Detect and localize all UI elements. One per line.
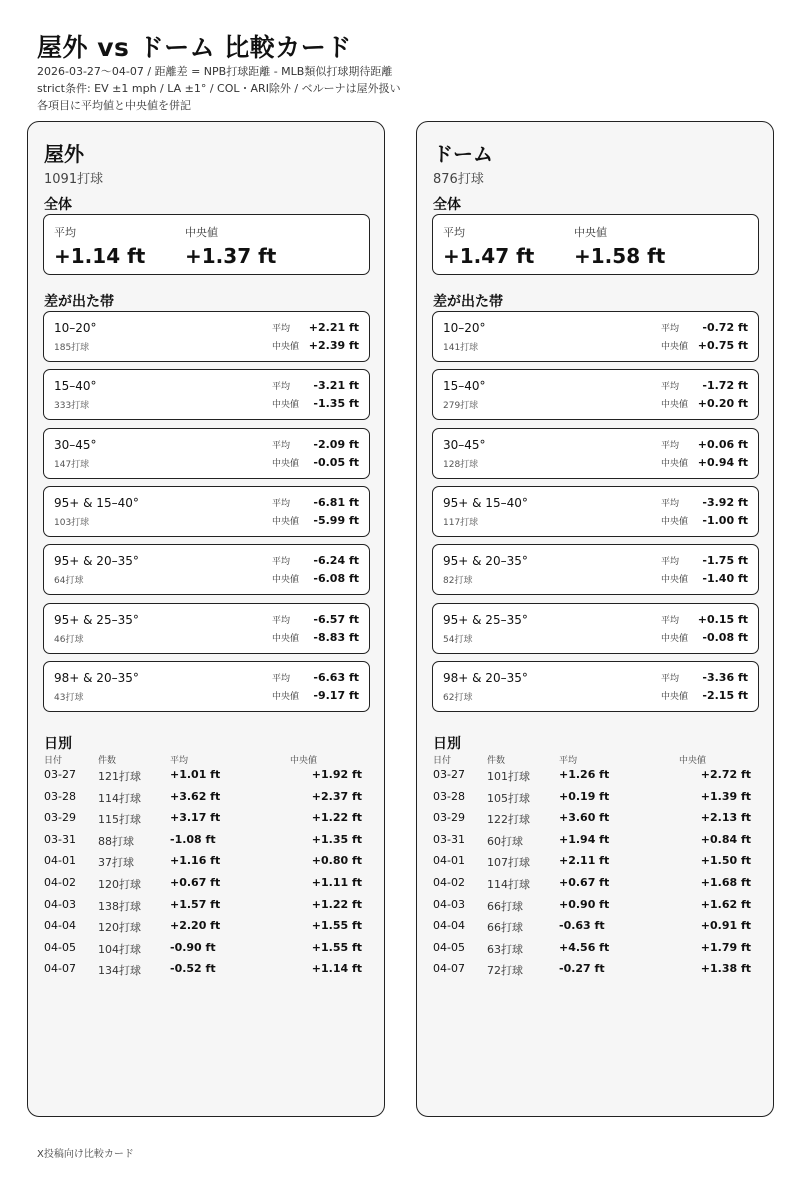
table-row	[44, 898, 362, 918]
band-mean-value: -3.21 ft	[313, 379, 359, 393]
row-median: +1.92 ft	[311, 768, 362, 781]
band-mean-value: -3.92 ft	[702, 495, 748, 509]
row-median: +0.84 ft	[700, 832, 751, 846]
row-mean: +1.26 ft	[559, 768, 610, 781]
band-count: 185打球	[54, 343, 90, 353]
overall-mean	[54, 224, 145, 268]
row-date: 04-03	[44, 897, 76, 911]
table-row	[433, 941, 751, 961]
band-count: 117打球	[443, 517, 479, 528]
band-median-label: 中央値	[272, 633, 300, 644]
band-card	[43, 311, 370, 362]
row-mean: +1.16 ft	[170, 854, 221, 868]
band-median-value: +0.75 ft	[697, 339, 748, 352]
section-daily-heading: 日別	[44, 736, 72, 752]
band-mean-value: -1.75 ft	[702, 554, 748, 568]
band-count: 103打球	[54, 517, 90, 528]
band-card	[43, 544, 370, 595]
band-count: 54打球	[443, 634, 473, 645]
row-median: +1.55 ft	[311, 919, 362, 933]
band-median-label: 中央値	[272, 342, 300, 352]
table-row	[44, 854, 362, 874]
band-name: 98+ & 20–35°	[443, 670, 528, 685]
col-count-header: 件数	[487, 756, 506, 766]
row-median: +1.50 ft	[700, 854, 751, 868]
band-name: 10–20°	[54, 321, 97, 335]
band-card	[43, 603, 370, 654]
section-bands-heading: 差が出た帯	[433, 294, 503, 310]
row-median: +1.55 ft	[311, 940, 362, 954]
subtitle-conditions: strict条件: EV ±1 mph / LA ±1° / COL・ARI除外 / ベルーナは屋外扱い	[37, 82, 401, 95]
band-name: 95+ & 15–40°	[443, 495, 528, 510]
table-row	[433, 876, 751, 896]
overall-median	[574, 224, 665, 268]
row-date: 04-07	[44, 962, 76, 976]
overall-mean-value: +1.14 ft	[54, 244, 146, 268]
row-count: 66打球	[487, 899, 523, 913]
row-date: 03-29	[433, 811, 465, 825]
band-card	[432, 661, 759, 712]
band-mean-value: -0.72 ft	[702, 321, 748, 334]
row-date: 04-01	[433, 854, 465, 868]
row-mean: +1.94 ft	[559, 832, 610, 846]
band-median-value: -1.40 ft	[702, 572, 748, 586]
row-count: 63打球	[487, 942, 523, 956]
band-name: 15–40°	[54, 379, 97, 394]
row-date: 03-28	[433, 789, 465, 803]
band-mean-label: 平均	[272, 324, 291, 334]
row-mean: +4.56 ft	[559, 940, 610, 954]
band-mean-value: -3.36 ft	[702, 670, 748, 684]
card-count: 1091打球	[44, 172, 104, 187]
row-date: 04-04	[433, 919, 465, 933]
band-mean-label: 平均	[661, 382, 680, 393]
band-mean-label: 平均	[272, 557, 291, 568]
overall-box	[432, 214, 759, 275]
row-mean: +3.60 ft	[559, 811, 610, 825]
col-count-header: 件数	[98, 756, 117, 766]
row-median: +1.22 ft	[311, 897, 362, 911]
band-count: 141打球	[443, 343, 479, 353]
band-mean-label: 平均	[661, 615, 680, 626]
row-count: 72打球	[487, 964, 523, 978]
table-row	[44, 941, 362, 961]
band-median-value: -5.99 ft	[313, 513, 359, 527]
overall-median	[185, 224, 276, 268]
band-name: 30–45°	[54, 437, 97, 452]
row-median: +1.14 ft	[311, 962, 362, 976]
row-mean: +1.01 ft	[170, 768, 221, 781]
table-row	[44, 833, 362, 853]
row-date: 03-31	[44, 832, 76, 846]
row-median: +1.35 ft	[311, 832, 362, 846]
row-mean: +0.67 ft	[170, 876, 221, 889]
section-overall-heading: 全体	[44, 197, 72, 213]
row-median: +1.38 ft	[700, 962, 751, 976]
row-median: +0.91 ft	[700, 919, 751, 933]
row-count: 104打球	[98, 942, 141, 956]
table-row	[433, 962, 751, 982]
band-card	[43, 369, 370, 420]
row-date: 04-02	[433, 876, 465, 889]
overall-mean-value: +1.47 ft	[443, 244, 535, 268]
row-mean: +2.20 ft	[170, 919, 221, 933]
row-median: +2.13 ft	[700, 811, 751, 825]
card-title: 屋外	[44, 142, 84, 166]
subtitle-note: 各項目に平均値と中央値を併記	[37, 99, 191, 112]
band-name: 95+ & 25–35°	[54, 612, 139, 627]
band-count: 62打球	[443, 692, 473, 703]
band-mean-value: -6.81 ft	[313, 495, 359, 509]
band-mean-label: 平均	[661, 324, 680, 334]
band-median-value: +0.20 ft	[697, 397, 748, 411]
col-mean-header: 平均	[559, 756, 578, 766]
daily-table-header	[433, 753, 753, 765]
band-mean-value: -6.57 ft	[313, 612, 359, 626]
table-row	[44, 876, 362, 896]
band-median-value: +2.39 ft	[308, 339, 359, 352]
row-date: 03-28	[44, 789, 76, 803]
band-mean-label: 平均	[661, 498, 680, 509]
row-median: +1.62 ft	[700, 897, 751, 911]
row-date: 04-04	[44, 919, 76, 933]
band-median-label: 中央値	[272, 575, 300, 586]
band-median-label: 中央値	[272, 400, 300, 411]
overall-mean	[443, 224, 534, 268]
row-median: +1.68 ft	[700, 876, 751, 889]
band-count: 64打球	[54, 576, 84, 587]
band-name: 95+ & 20–35°	[54, 554, 139, 569]
band-count: 43打球	[54, 692, 84, 703]
band-card	[432, 486, 759, 537]
row-count: 101打球	[487, 770, 530, 783]
daily-table-header	[44, 753, 364, 765]
footer-note: X投稿向け比較カード	[37, 1149, 134, 1160]
row-mean: +0.67 ft	[559, 876, 610, 889]
band-name: 95+ & 15–40°	[54, 495, 139, 510]
row-count: 66打球	[487, 921, 523, 935]
band-count: 147打球	[54, 459, 90, 470]
band-median-value: -0.08 ft	[702, 630, 748, 644]
table-row	[433, 811, 751, 831]
overall-median-value: +1.37 ft	[185, 244, 277, 268]
row-mean: +1.57 ft	[170, 897, 221, 911]
overall-mean-label: 平均	[54, 226, 76, 239]
table-row	[433, 854, 751, 874]
band-median-value: -1.00 ft	[702, 513, 748, 527]
band-card	[43, 661, 370, 712]
row-mean: -0.90 ft	[170, 940, 216, 954]
row-median: +1.39 ft	[700, 789, 751, 803]
row-mean: -0.63 ft	[559, 919, 605, 933]
card-title: ドーム	[433, 142, 493, 166]
row-date: 04-05	[44, 940, 76, 954]
band-median-value: -8.83 ft	[313, 630, 359, 644]
table-row	[44, 811, 362, 831]
row-count: 105打球	[487, 791, 530, 805]
band-median-label: 中央値	[661, 575, 689, 586]
page-title: 屋外 vs ドーム 比較カード	[37, 33, 352, 62]
col-mean-header: 平均	[170, 756, 189, 766]
table-row	[44, 962, 362, 982]
row-count: 115打球	[98, 813, 141, 827]
band-mean-value: -6.24 ft	[313, 554, 359, 568]
row-count: 37打球	[98, 856, 134, 870]
row-count: 134打球	[98, 964, 141, 978]
band-median-label: 中央値	[661, 633, 689, 644]
band-median-label: 中央値	[272, 691, 300, 702]
table-row	[44, 768, 362, 788]
band-median-value: -1.35 ft	[313, 397, 359, 411]
band-card	[43, 428, 370, 479]
section-overall-heading: 全体	[433, 197, 461, 213]
row-mean: -0.27 ft	[559, 962, 605, 976]
row-count: 138打球	[98, 899, 141, 913]
band-name: 95+ & 25–35°	[443, 612, 528, 627]
band-median-label: 中央値	[272, 458, 300, 469]
row-median: +1.11 ft	[311, 876, 362, 889]
dome-card	[416, 121, 774, 1117]
band-card	[432, 428, 759, 479]
section-bands-heading: 差が出た帯	[44, 294, 114, 310]
page-header	[37, 33, 777, 114]
overall-box	[43, 214, 370, 275]
band-mean-label: 平均	[661, 557, 680, 568]
band-count: 82打球	[443, 576, 473, 587]
row-date: 04-03	[433, 897, 465, 911]
row-count: 122打球	[487, 813, 530, 827]
col-date-header: 日付	[433, 756, 452, 766]
band-median-value: -2.15 ft	[702, 688, 748, 702]
row-date: 04-02	[44, 876, 76, 889]
outdoor-card	[27, 121, 385, 1117]
row-mean: +3.62 ft	[170, 789, 221, 803]
band-mean-value: -6.63 ft	[313, 670, 359, 684]
row-median: +1.79 ft	[700, 940, 751, 954]
band-median-label: 中央値	[272, 516, 300, 527]
row-median: +0.80 ft	[311, 854, 362, 868]
subtitle-range: 2026-03-27〜04-07 / 距離差 = NPB打球距離 - MLB類似打球期待距離	[37, 65, 393, 78]
row-mean: -1.08 ft	[170, 832, 216, 846]
row-count: 121打球	[98, 770, 141, 783]
band-mean-label: 平均	[272, 382, 291, 393]
band-name: 10–20°	[443, 321, 486, 335]
band-median-label: 中央値	[661, 691, 689, 702]
table-row	[433, 833, 751, 853]
band-count: 333打球	[54, 401, 90, 412]
band-median-value: -9.17 ft	[313, 688, 359, 702]
row-count: 60打球	[487, 834, 523, 848]
row-date: 03-31	[433, 832, 465, 846]
row-count: 114打球	[487, 878, 530, 891]
band-name: 15–40°	[443, 379, 486, 394]
row-count: 114打球	[98, 791, 141, 805]
band-median-label: 中央値	[661, 400, 689, 411]
band-name: 98+ & 20–35°	[54, 670, 139, 685]
overall-median-label: 中央値	[185, 226, 218, 239]
band-mean-label: 平均	[661, 673, 680, 684]
row-date: 03-27	[433, 768, 465, 781]
band-mean-label: 平均	[272, 440, 291, 451]
row-count: 120打球	[98, 878, 141, 891]
table-row	[433, 768, 751, 788]
row-median: +1.22 ft	[311, 811, 362, 825]
band-median-label: 中央値	[661, 458, 689, 469]
row-date: 03-29	[44, 811, 76, 825]
table-row	[433, 898, 751, 918]
band-mean-value: +0.06 ft	[697, 437, 748, 451]
card-count: 876打球	[433, 172, 484, 187]
row-count: 88打球	[98, 834, 134, 848]
row-mean: +0.90 ft	[559, 897, 610, 911]
band-mean-label: 平均	[661, 440, 680, 451]
row-date: 04-05	[433, 940, 465, 954]
band-mean-value: +2.21 ft	[308, 321, 359, 334]
row-count: 120打球	[98, 921, 141, 935]
row-date: 03-27	[44, 768, 76, 781]
band-card	[432, 311, 759, 362]
band-median-label: 中央値	[661, 516, 689, 527]
band-card	[432, 603, 759, 654]
band-median-value: +0.94 ft	[697, 455, 748, 469]
band-median-value: -6.08 ft	[313, 572, 359, 586]
band-card	[432, 544, 759, 595]
table-row	[433, 790, 751, 810]
band-mean-value: -2.09 ft	[313, 437, 359, 451]
col-median-header: 中央値	[290, 756, 318, 766]
row-date: 04-01	[44, 854, 76, 868]
band-mean-value: -1.72 ft	[702, 379, 748, 393]
col-median-header: 中央値	[679, 756, 707, 766]
band-mean-label: 平均	[272, 673, 291, 684]
band-card	[43, 486, 370, 537]
row-median: +2.37 ft	[311, 789, 362, 803]
band-mean-label: 平均	[272, 615, 291, 626]
overall-median-label: 中央値	[574, 226, 607, 239]
row-mean: +3.17 ft	[170, 811, 221, 825]
row-count: 107打球	[487, 856, 530, 870]
col-date-header: 日付	[44, 756, 63, 766]
band-name: 30–45°	[443, 437, 486, 452]
row-mean: +0.19 ft	[559, 789, 610, 803]
section-daily-heading: 日別	[433, 736, 461, 752]
band-median-label: 中央値	[661, 342, 689, 352]
band-count: 128打球	[443, 459, 479, 470]
band-count: 46打球	[54, 634, 84, 645]
overall-mean-label: 平均	[443, 226, 465, 239]
band-median-value: -0.05 ft	[313, 455, 359, 469]
band-name: 95+ & 20–35°	[443, 554, 528, 569]
overall-median-value: +1.58 ft	[574, 244, 666, 268]
band-mean-value: +0.15 ft	[697, 612, 748, 626]
band-card	[432, 369, 759, 420]
row-date: 04-07	[433, 962, 465, 976]
row-mean: +2.11 ft	[559, 854, 610, 868]
row-median: +2.72 ft	[700, 768, 751, 781]
row-mean: -0.52 ft	[170, 962, 216, 976]
table-row	[44, 790, 362, 810]
table-row	[433, 919, 751, 939]
table-row	[44, 919, 362, 939]
band-mean-label: 平均	[272, 498, 291, 509]
band-count: 279打球	[443, 401, 479, 412]
